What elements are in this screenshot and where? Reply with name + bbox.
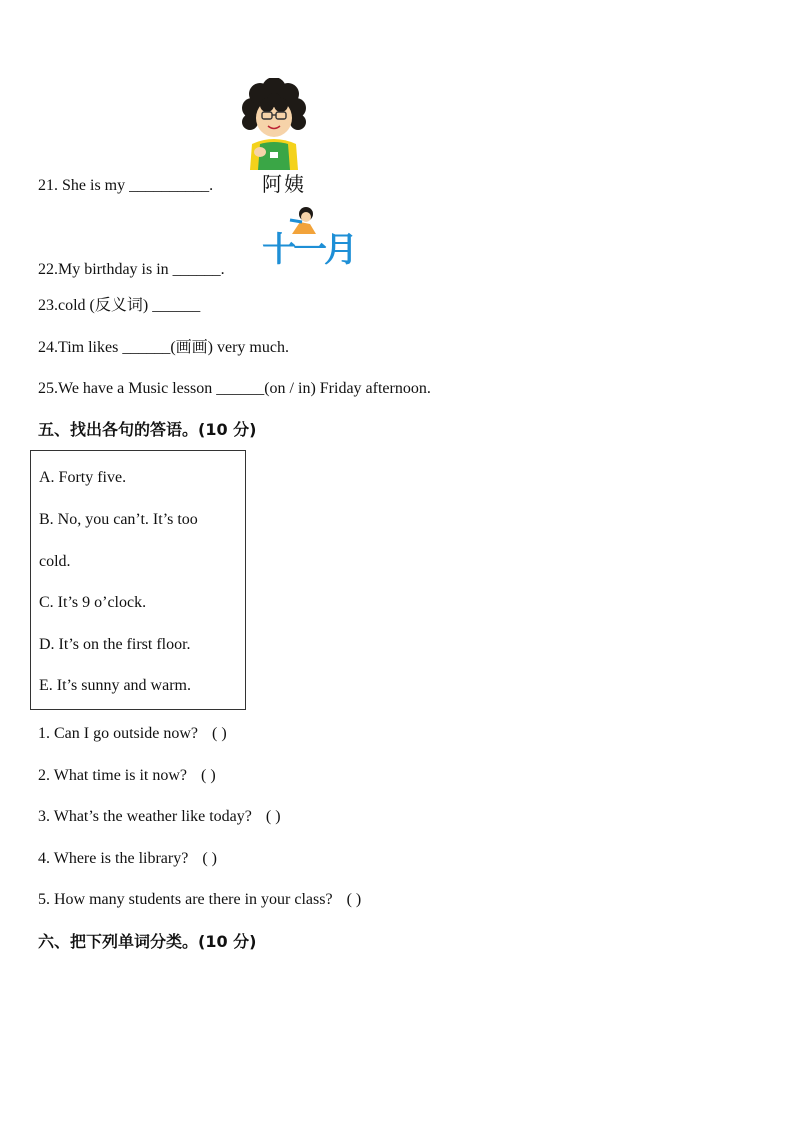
item-3 bbox=[38, 807, 281, 827]
item-1 bbox=[38, 724, 227, 744]
section-6-title: 六、把下列单词分类。(10 分) bbox=[38, 932, 257, 951]
question-23: 23.cold (反义词) ______ bbox=[38, 297, 201, 314]
item-1-text: 1. Can I go outside now? bbox=[38, 725, 198, 742]
option-e: E. It’s sunny and warm. bbox=[39, 677, 191, 694]
aunt-label: 阿姨 bbox=[262, 172, 306, 196]
section-5-title: 五、找出各句的答语。(10 分) bbox=[38, 420, 257, 439]
item-5-answer-blank[interactable]: ( ) bbox=[346, 891, 362, 908]
option-c: C. It’s 9 o’clock. bbox=[39, 594, 147, 611]
item-2 bbox=[38, 766, 216, 786]
option-b-cont: cold. bbox=[39, 553, 71, 570]
item-1-answer-blank[interactable]: ( ) bbox=[211, 725, 227, 742]
item-2-answer-blank[interactable]: ( ) bbox=[201, 767, 216, 784]
option-a: A. Forty five. bbox=[39, 469, 127, 486]
item-5 bbox=[38, 890, 361, 910]
item-5-text: 5. How many students are there in your class? bbox=[38, 891, 333, 908]
item-4 bbox=[38, 849, 217, 869]
item-4-text: 4. Where is the library? bbox=[38, 850, 189, 867]
item-3-answer-blank[interactable]: ( ) bbox=[265, 808, 281, 825]
answer-options-box bbox=[30, 450, 246, 710]
item-4-answer-blank[interactable]: ( ) bbox=[202, 850, 217, 867]
question-21: 21. She is my __________. bbox=[38, 177, 214, 194]
november-label: 十一月 bbox=[262, 230, 355, 270]
item-3-text: 3. What’s the weather like today? bbox=[38, 808, 252, 825]
option-b: B. No, you can’t. It’s too bbox=[39, 511, 198, 528]
question-24: 24.Tim likes ______(画画) very much. bbox=[38, 339, 289, 356]
option-d: D. It’s on the first floor. bbox=[39, 636, 191, 653]
aunt-illustration-icon bbox=[238, 78, 310, 170]
item-2-text: 2. What time is it now? bbox=[38, 767, 188, 784]
question-22: 22.My birthday is in ______. bbox=[38, 261, 225, 278]
question-25: 25.We have a Music lesson ______(on / in) Friday afternoon. bbox=[38, 380, 431, 397]
